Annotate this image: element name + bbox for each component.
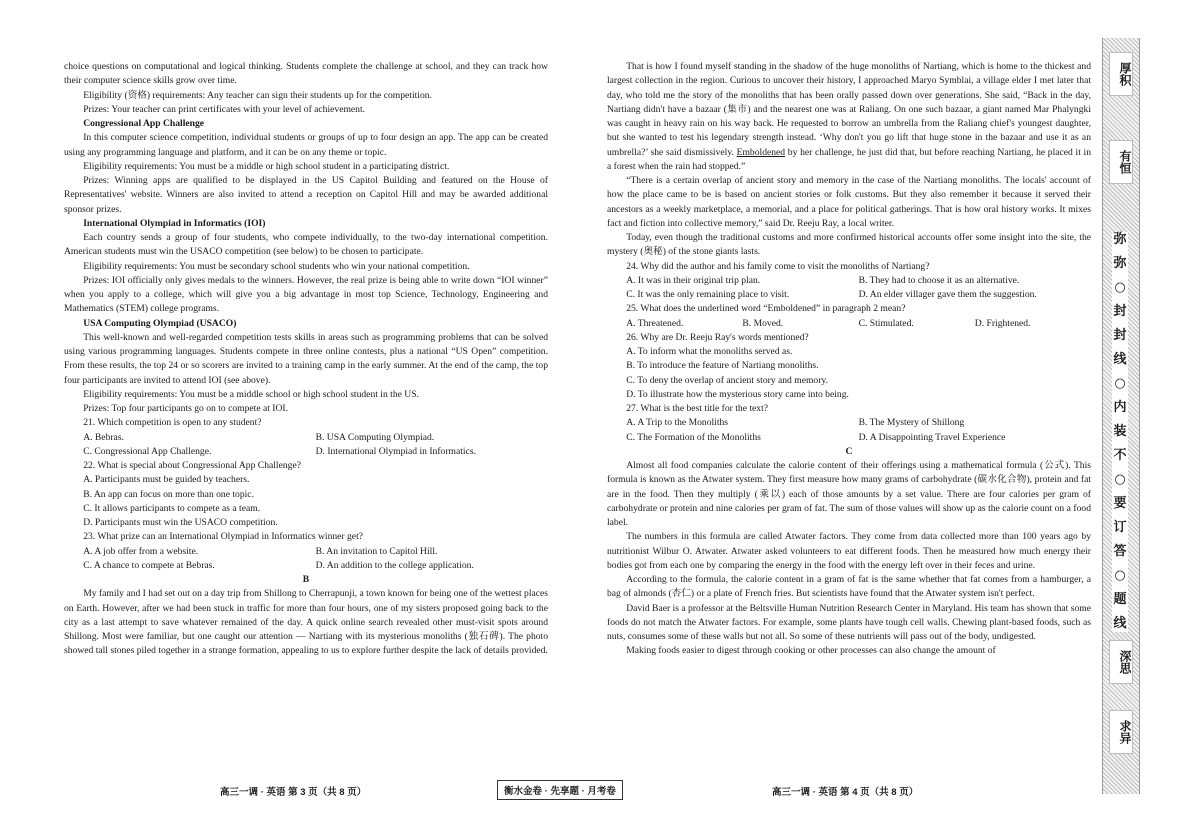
option: D. To illustrate how the mysterious story came into being. — [626, 388, 849, 400]
page-footer-brand: 衡水金卷 · 先享题 · 月考卷 — [497, 780, 623, 800]
seal-char: ○ — [1114, 472, 1126, 487]
seal-char: 弥 — [1113, 256, 1127, 271]
option: A. It was in their original trip plan. — [626, 274, 761, 286]
option: B. They had to choose it as an alternative. — [858, 274, 1020, 286]
paragraph: “There is a certain overlap of ancient story and memory in the case of the Nartiang monoliths. The locals' account of how the place came to be is based on ancient stories or folk customs. But they also remember it because it served their ancestors as a weekly marketplace, a memorial, and a place for political gatherings. That is how oral history works. It mixes fact and fiction into collective memory,” said Dr. Reeju Ray, a local writer. — [607, 175, 1091, 229]
option: C. Stimulated. — [858, 317, 914, 329]
paragraph: David Baer is a professor at the Beltsville Human Nutrition Research Center in Maryland. His team has shown that some foods do not match the Atwater factors. For example, some plants have tough cell walls. Chewing plant-based foods, such as nuts, consumes some of these walls but not all. So some of these nutrients will pass out of the body, undigested. — [607, 602, 1091, 642]
seal-char: ○ — [1114, 376, 1126, 391]
paragraph: Each country sends a group of four students, who compete individually, to the two-day international competition. American students must win the USACO competition (see below) to be chosen to participate. — [64, 232, 548, 258]
seal-char: ○ — [1114, 568, 1126, 583]
question-26: 26. Why are Dr. Reeju Ray's words mentioned? — [626, 331, 809, 343]
seal-char: 要 — [1113, 496, 1127, 511]
underlined-word: Emboldened — [736, 146, 786, 158]
options-21 — [64, 431, 548, 460]
option: A. Threatened. — [626, 317, 684, 329]
paragraph: Eligibility requirements: You must be a middle or high school student in a participating district. — [83, 160, 450, 172]
paragraph: Today, even though the traditional customs and more confirmed historical accounts offer some insight into the site, the mystery (奥秘) of the stone giants lasts. — [607, 232, 1091, 258]
options-27 — [607, 416, 1091, 445]
paragraph: Making foods easier to digest through cooking or other processes can also change the amount of — [626, 645, 996, 657]
margin-label: 有恒 — [1109, 140, 1133, 184]
option: B. To introduce the feature of Nartiang monoliths. — [626, 360, 819, 372]
option: B. An app can focus on more than one topic. — [83, 488, 254, 500]
section-heading: Congressional App Challenge — [83, 118, 205, 129]
seal-line-text — [1112, 232, 1128, 632]
seal-char: 内 — [1113, 400, 1127, 415]
option: A. A Trip to the Monoliths — [626, 417, 729, 429]
paragraph: Prizes: Your teacher can print certificates with your level of achievement. — [83, 103, 366, 115]
seal-char: 订 — [1113, 520, 1127, 535]
section-heading: International Olympiad in Informatics (IOI) — [83, 217, 266, 229]
seal-char: 不 — [1113, 448, 1127, 463]
paragraph-text: That is how I found myself standing in the shadow of the huge monoliths of Nartiang, which is home to the thickest and largest collection in the region. Curious to uncover their history, I approached Maryo Symblai, a village elder I met later that day, who told me the story of the monoliths that has been orally passed down over generations. She said, “Back in the day, Nartiang didn't have a bazaar (集市) and the nearest one was at Raliang. On one such bazaar, a giant named Mar Phalyngki was caught in heavy rain on his way back. He requested to borrow an umbrella from the Raliang chief's youngest daughter, but she wanted to test his legendary strength instead. ‘Why don't you go lift that huge stone in the bazaar and use it as an umbrella?’ she said dismissively. — [607, 61, 1091, 158]
options-22 — [64, 473, 548, 530]
option: A. Participants must be guided by teachers. — [83, 474, 250, 486]
option: C. A chance to compete at Bebras. — [83, 559, 215, 571]
option: A. A job offer from a website. — [83, 545, 199, 557]
question-25: 25. What does the underlined word “Emboldened” in paragraph 2 mean? — [626, 303, 906, 315]
option: B. The Mystery of Shillong — [858, 417, 965, 429]
margin-label: 厚积 — [1109, 52, 1133, 96]
paragraph: In this computer science competition, individual students or groups of up to four design an app. The app can be created using any programming language and platform, and it can be on any theme or topic. — [64, 132, 548, 158]
question-23: 23. What prize can an International Olympiad in Informatics winner get? — [83, 531, 363, 543]
option: D. An addition to the college application. — [315, 559, 474, 571]
option: D. A Disappointing Travel Experience — [858, 431, 1006, 443]
options-23 — [64, 545, 548, 574]
option: B. An invitation to Capitol Hill. — [315, 545, 438, 557]
option: B. USA Computing Olympiad. — [315, 431, 435, 443]
margin-label: 求异 — [1109, 710, 1133, 754]
section-letter: B — [302, 574, 310, 585]
page-footer-left: 高三一调 · 英语 第 3 页（共 8 页） — [220, 787, 367, 798]
seal-char: 题 — [1113, 592, 1127, 607]
options-26 — [607, 345, 1091, 402]
option: C. It was the only remaining place to visit. — [626, 289, 790, 300]
option: C. To deny the overlap of ancient story and memory. — [626, 374, 828, 386]
option: D. Participants must win the USACO competition. — [83, 517, 278, 528]
options-24 — [607, 274, 1091, 303]
option: C. Congressional App Challenge. — [83, 445, 212, 457]
page-footer-right: 高三一调 · 英语 第 4 页（共 8 页） — [772, 787, 919, 798]
paragraph: Prizes: Winning apps are qualified to be displayed in the US Capitol Building and featured on the House of Representatives' website. Winners are also invited to attend a reception on Capitol Hill and may be awarded additional sponsor prizes. — [64, 175, 548, 215]
question-21: 21. Which competition is open to any student? — [83, 417, 262, 429]
paragraph: choice questions on computational and logical thinking. Students complete the challenge at school, and they can track how their computer science skills grow over time. — [64, 61, 548, 87]
option: B. Moved. — [742, 317, 784, 329]
option: C. It allows participants to compete as a team. — [83, 502, 261, 514]
paragraph: Prizes: Top four participants go on to compete at IOI. — [83, 403, 289, 414]
paragraph: Eligibility requirements: You must be secondary school students who win your national competition. — [83, 260, 470, 272]
seal-char: 线 — [1113, 616, 1127, 631]
seal-char: 弥 — [1113, 232, 1127, 247]
paragraph: According to the formula, the calorie content in a gram of fat is the same whether that fat comes from a hamburger, a bag of almonds (杏仁) or a plate of French fries. But scientists have found that the Atwater system isn't perfect. — [607, 574, 1091, 600]
paragraph: Eligibility requirements: You must be a middle school or high school student in the US. — [83, 388, 419, 400]
seal-char: 装 — [1113, 424, 1127, 439]
option: D. International Olympiad in Informatics. — [315, 445, 476, 457]
seal-char: 封 — [1113, 304, 1127, 319]
question-22: 22. What is special about Congressional App Challenge? — [83, 460, 301, 471]
option: A. Bebras. — [83, 431, 124, 443]
seal-char: ○ — [1114, 280, 1126, 295]
section-heading: USA Computing Olympiad (USACO) — [83, 317, 237, 329]
margin-label: 深思 — [1109, 640, 1133, 684]
option: D. An elder villager gave them the suggestion. — [858, 289, 1037, 300]
option: A. To inform what the monoliths served as. — [626, 346, 793, 357]
options-25 — [607, 317, 1091, 331]
section-letter: C — [845, 445, 853, 457]
paragraph — [607, 60, 1091, 174]
paragraph: This well-known and well-regarded competition tests skills in areas such as programming problems that can be solved using various programming languages. Students compete in three online contests, plus a national “US Open” competition. From these results, the top 24 or so scorers are invited to a training camp in the early summer. At the end of the camp, the top four participants are invited to attend IOI (see above). — [64, 331, 548, 386]
paragraph: The numbers in this formula are called Atwater factors. They come from data collected more than 100 years ago by nutritionist Wilbur O. Atwater. Atwater asked volunteers to eat different foods. Then he measured how much energy their bodies got from each one by comparing the energy in the food with the energy left over in their feces and urine. — [607, 531, 1091, 571]
paragraph: Prizes: IOI officially only gives medals to the winners. However, the real prize is being able to write down “IOI winner” when you apply to a college, which will give you a big advantage in most top Science, Technology, Engineering and Mathematics (STEM) college programs. — [64, 274, 548, 315]
paragraph-text: by her challenge, he just did that, but before reaching Nartiang, he placed it in a forest when the rain had stopped.” — [607, 146, 1092, 172]
right-page-column — [607, 60, 1091, 659]
option: D. Frightened. — [974, 317, 1031, 329]
left-page-column — [64, 60, 548, 659]
paragraph: Almost all food companies calculate the calorie content of their offerings using a mathematical formula (公式). This formula is known as the Atwater system. They first measure how many grams of carbohydrate (碳水化合物), protein and fat are in the food. Then they multiply (乘以) each of those amounts by a set value. There are four calories per gram of carbohydrate or protein and nine calories per gram of fat. The sum of those values will show up as the calorie count on a food label. — [607, 460, 1091, 528]
seal-char: 答 — [1113, 544, 1127, 559]
paragraph: My family and I had set out on a day trip from Shillong to Cherrapunji, a town known for being one of the wettest places on Earth. However, after we had been stuck in traffic for more than four hours, one of my sisters proposed going back to the city as a last attempt to save whatever remained of the day. A quick online search revealed other must-visit spots around Shillong. Most were familiar, but one caught our attention — Nartiang with its mysterious monoliths (独石碑). The photo showed tall stones piled together in a strange formation, appealing to us to explore further despite the lack of details provided. — [64, 588, 548, 657]
question-27: 27. What is the best title for the text? — [626, 403, 769, 414]
question-24: 24. Why did the author and his family come to visit the monoliths of Nartiang? — [626, 260, 930, 272]
paragraph: Eligibility (资格) requirements: Any teacher can sign their students up for the competition. — [83, 89, 432, 101]
seal-char: 封 — [1113, 328, 1127, 343]
option: C. The Formation of the Monoliths — [626, 431, 761, 443]
seal-char: 线 — [1113, 352, 1127, 367]
